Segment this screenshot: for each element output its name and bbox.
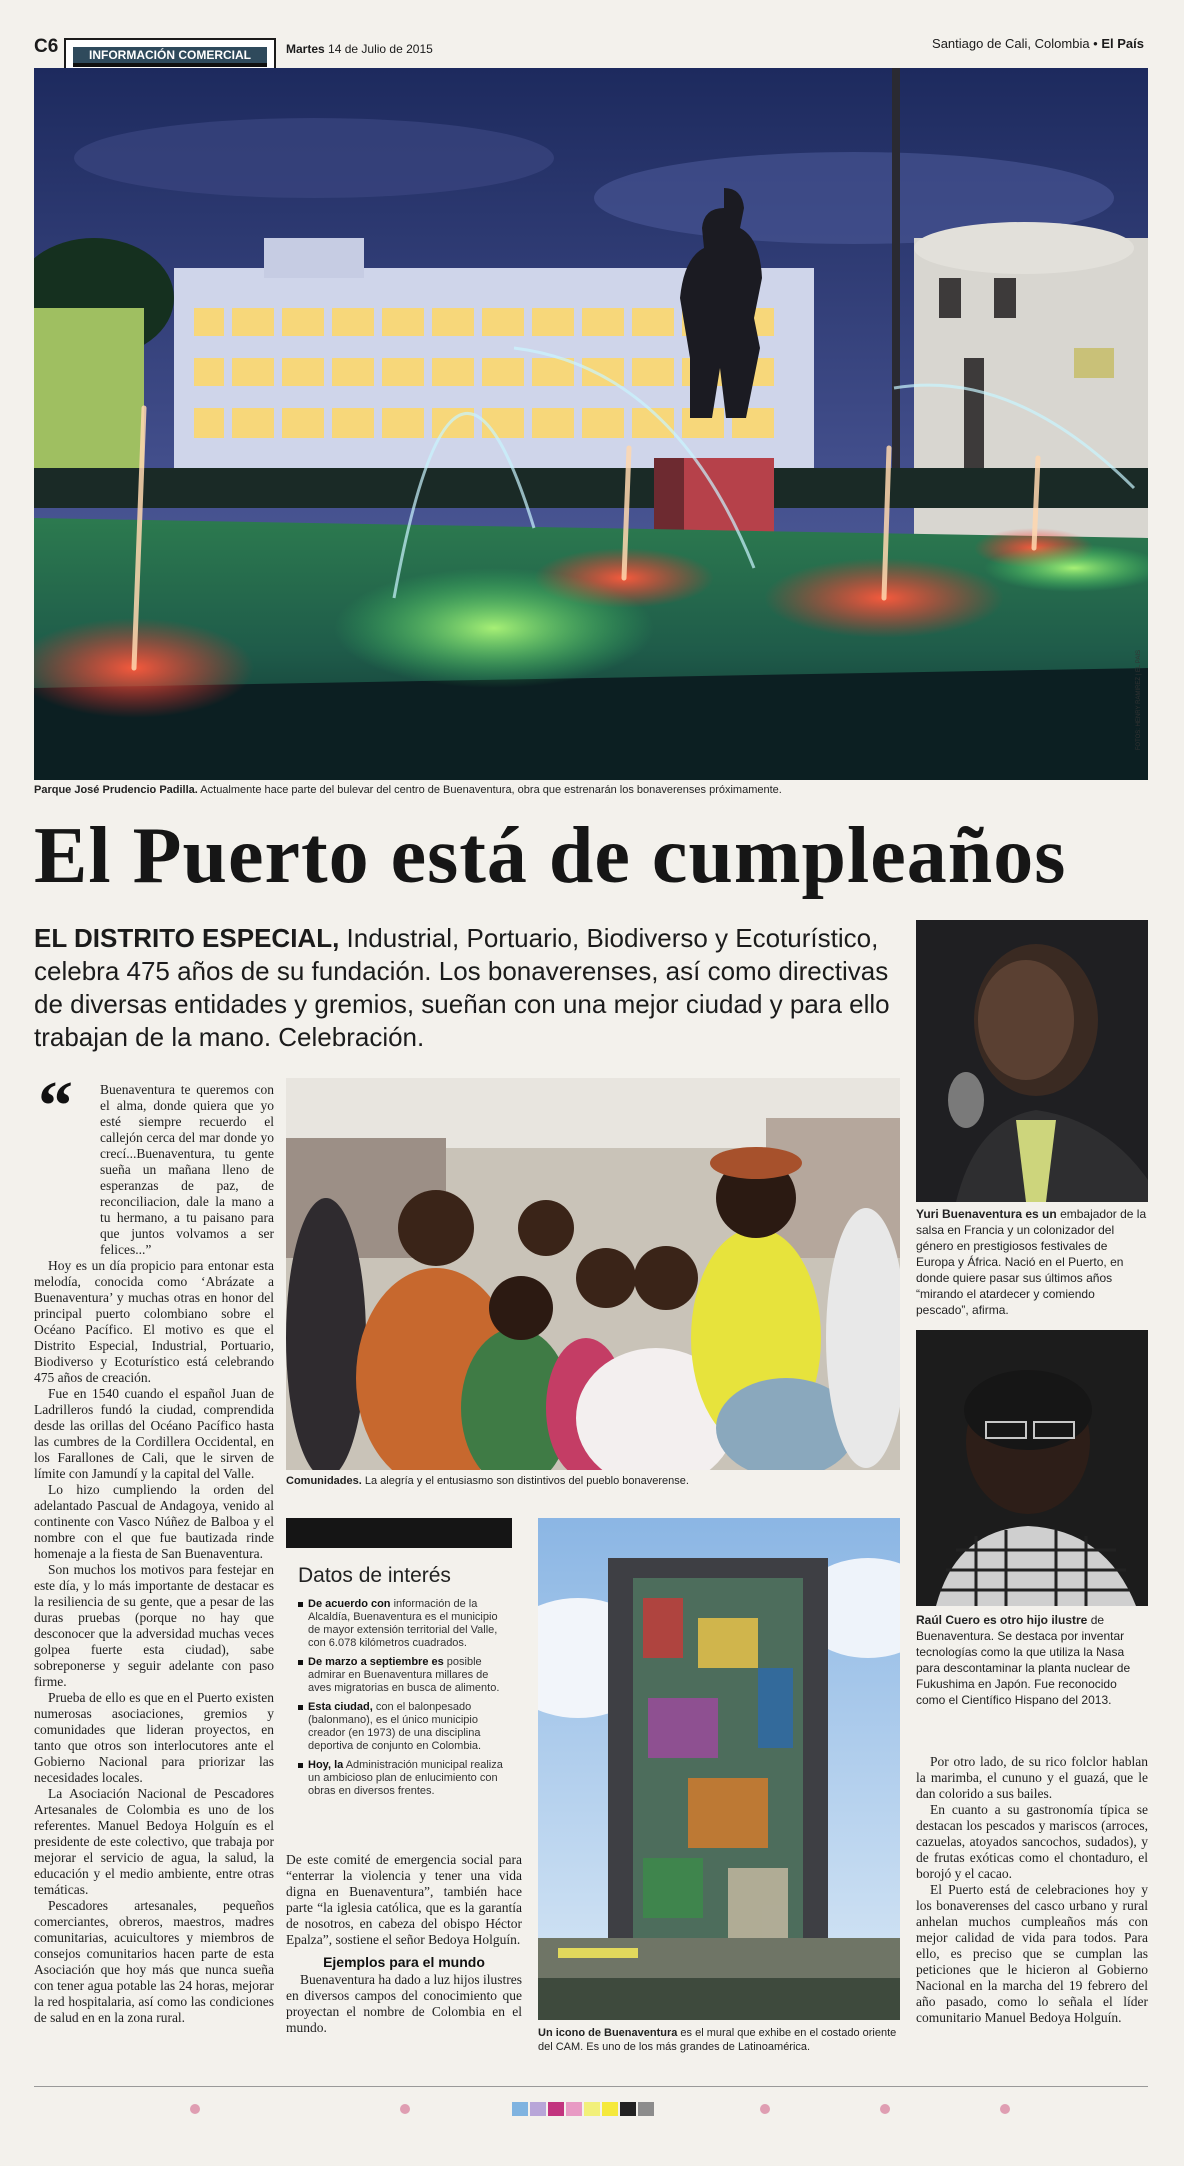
info-item <box>298 1598 512 1650</box>
paragraph: Buenaventura ha dado a luz hijos ilustres en diversos campos del conocimiento que proyectan el nombre de Colombia en el mundo. <box>286 1972 522 2035</box>
yuri-caption-bold: Yuri Buenaventura es un <box>916 1207 1057 1221</box>
deck <box>34 922 904 1054</box>
registration-mark <box>760 2104 770 2114</box>
deck-bold: EL DISTRITO ESPECIAL, <box>34 923 340 953</box>
issue-day: Martes <box>286 42 325 56</box>
body-column-2 <box>286 1852 522 2036</box>
photo-credit: FOTOS: HENRY RAMIREZ | EL PAÍS <box>1136 650 1142 751</box>
registration-mark <box>400 2104 410 2114</box>
raul-photo <box>916 1330 1148 1606</box>
park-fountain-illustration <box>34 68 1148 780</box>
paragraph: Pescadores artesanales, pequeños comerciantes, obreros, maestros, madres comunitarias, acuicultores y miembros de consejos comunitarios hacen parte de esta Asociación que hoy más que nunca sueña con tener agua potable las 24 horas, mejorar la red hospitalaria, así como las condiciones de salud en en la zona rural. <box>34 1898 274 2025</box>
paragraph: Son muchos los motivos para festejar en este día, y lo más importante de destacar es la resiliencia de su gente, que a pesar de las duras pruebas (porque no hay que desconocer que la adversidad muchas veces golpea fuerte esta ciudad), sabe sobreponerse y seguir adelante con paso firme. <box>34 1562 274 1689</box>
body-column-1 <box>34 1082 274 2026</box>
page-number: C6 <box>34 36 59 57</box>
registration-mark <box>190 2104 200 2114</box>
deck-text: Industrial, Portuario, Biodiverso y Ecoturístico, celebra 475 años de su fundación. Los bonaverenses, así como directivas de diversas entidades y gremios, sueñan con una mejor ciudad y para ello trabajan de la mano. Celebración. <box>34 923 890 1052</box>
hero-caption <box>34 784 1148 796</box>
yuri-portrait-illustration <box>916 920 1148 1202</box>
info-item <box>298 1701 512 1753</box>
info-item-bold: De acuerdo con <box>308 1598 391 1610</box>
quote-mark: “ <box>38 1068 73 1145</box>
community-caption-bold: Comunidades. <box>286 1475 362 1487</box>
yuri-caption-text: embajador de la salsa en Francia y un colonizador del género en prestigiosos festivales de Europa y África. Nació en el Puerto, en donde quiere pasar sus últimos años “mirando el atardecer y comiendo pescado”, afirma. <box>916 1207 1147 1317</box>
yuri-caption <box>916 1206 1148 1318</box>
community-group-illustration <box>286 1078 900 1470</box>
raul-portrait-illustration <box>916 1330 1148 1606</box>
info-item-bold: Hoy, la <box>308 1759 344 1771</box>
raul-caption <box>916 1612 1148 1708</box>
info-box <box>286 1518 512 1804</box>
yuri-photo <box>916 920 1148 1202</box>
paragraph: El Puerto está de celebraciones hoy y los bonaverenses del casco urbano y rural anhelan muchos cumpleaños más con mejor calidad de vida para todos. Para ello, es preciso que se cumplan las peticiones que le hicieron al Gobierno Nacional en la marcha del 19 febrero del año pasado, como lo señala el líder comunitario Manuel Bedoya Holguín. <box>916 1882 1148 2025</box>
badge-rule <box>73 63 267 67</box>
color-swatches <box>512 2102 654 2116</box>
paragraph: De este comité de emergencia social para “enterrar la violencia y tener una vida digna en Buenaventura”, también hace parte “la iglesia católica, que es la garantía de nosotros, en cabeza del obispo Héctor Epalza”, sostiene el señor Bedoya Holguín. <box>286 1852 522 1947</box>
color-swatch <box>566 2102 582 2116</box>
info-item <box>298 1656 512 1695</box>
mural-building-illustration <box>538 1518 900 2020</box>
body-column-3 <box>916 1754 1148 2026</box>
issue-date-rest: 14 de Julio de 2015 <box>328 42 433 56</box>
paragraph: La Asociación Nacional de Pescadores Artesanales de Colombia es uno de los referentes. Manuel Bedoya Holguín es el presidente de este colectivo, que trabaja por mejorar el servicio de agua, la salud, la educación y el medio ambiente, entre otras temáticas. <box>34 1786 274 1897</box>
mural-caption-bold: Un icono de Buenaventura <box>538 2027 678 2039</box>
subhead: Ejemplos para el mundo <box>323 1954 485 1970</box>
paragraph: Lo hizo cumpliendo la orden del adelantado Pascual de Andagoya, venido al continente con Vasco Núñez de Balboa y el nombre con el que fue bautizada rinde homenaje a la fiesta de San Buenaventura. <box>34 1482 274 1561</box>
hero-caption-text: Actualmente hace parte del bulevar del centro de Buenaventura, obra que estrenarán los bonaverenses próximamente. <box>200 784 782 796</box>
raul-caption-bold: Raúl Cuero es otro hijo ilustre <box>916 1613 1088 1627</box>
paragraph: Por otro lado, de su rico folclor hablan la marimba, el cununo y el guazá, que le dan colorido a sus bailes. <box>916 1754 1148 1801</box>
info-item-text: Administración municipal realiza un ambicioso plan de enlucimiento con obras en diversos frentes. <box>308 1759 503 1797</box>
color-swatch <box>602 2102 618 2116</box>
registration-mark <box>1000 2104 1010 2114</box>
mural-caption-text: es el mural que exhibe en el costado oriente del CAM. Es uno de los más grandes de Latinoamérica. <box>538 2027 897 2053</box>
mural-caption <box>538 2026 900 2054</box>
paragraph: Prueba de ello es que en el Puerto existen numerosas asociaciones, gremios y comunidades que lideran proyectos, en tanto que otros son interlocutores ante el Gobierno Nacional para priorizar las necesidades locales. <box>34 1690 274 1785</box>
color-swatch <box>584 2102 600 2116</box>
newspaper-name: El País <box>1101 36 1144 51</box>
info-item-text: con el balonpesado (balonmano), es el único municipio creador (en 1973) de una disciplina deportiva de conjunto en Colombia. <box>308 1701 482 1752</box>
hero-photo <box>34 68 1148 780</box>
badge-label: INFORMACIÓN COMERCIAL <box>73 47 267 63</box>
color-swatch <box>548 2102 564 2116</box>
paragraph: En cuanto a su gastronomía típica se destacan los pescados y mariscos (arroces, cazuelas, atoyados sancochos, sudados), y de frutas exóticas como el chontaduro, el borojó y el cacao. <box>916 1802 1148 1881</box>
color-swatch <box>530 2102 546 2116</box>
paragraph: Fue en 1540 cuando el español Juan de Ladrilleros fundó la ciudad, comprendida desde las orillas del Océano Pacífico hasta las cumbres de la Cordillera Occidental, en los Farallones de Cali, que le sirven de límite con Jamundí y la capital del Valle. <box>34 1386 274 1481</box>
info-item <box>298 1759 512 1798</box>
info-item-text: posible admirar en Buenaventura millares de aves migratorias en busca de alimento. <box>308 1656 500 1694</box>
raul-caption-text: de Buenaventura. Se destaca por inventar tecnologías como la que utiliza la Nasa para descontaminar la planta nuclear de Fukushima en Japón. Fue reconocido como el Científico Hispano del 2013. <box>916 1613 1131 1707</box>
masthead-right <box>932 36 1144 51</box>
color-swatch <box>638 2102 654 2116</box>
footer-rule <box>34 2086 1148 2087</box>
community-caption-text: La alegría y el entusiasmo son distintivos del pueblo bonaverense. <box>364 1475 689 1487</box>
info-item-bold: Esta ciudad, <box>308 1701 373 1713</box>
color-swatch <box>512 2102 528 2116</box>
paragraph: Hoy es un día propicio para entonar esta melodía, conocida como ‘Abrázate a Buenaventura’ y muchas otras en honor del principal puerto colombiano sobre el Océano Pacífico. El motivo es que el Distrito Especial, Industrial, Portuario, Biodiverso y Ecoturístico está celebrando 475 años de creación. <box>34 1258 274 1385</box>
community-photo <box>286 1078 900 1470</box>
registration-mark <box>880 2104 890 2114</box>
headline: El Puerto está de cumpleaños <box>34 812 1067 900</box>
issue-date <box>286 42 433 56</box>
info-box-bar <box>286 1518 512 1548</box>
info-item-text: información de la Alcaldía, Buenaventura es el municipio de mayor extensión territorial del Valle, con 6.078 kilómetros cuadrados. <box>308 1598 498 1649</box>
location: Santiago de Cali, Colombia • <box>932 36 1098 51</box>
info-box-list <box>286 1598 512 1798</box>
hero-caption-bold: Parque José Prudencio Padilla. <box>34 784 198 796</box>
color-swatch <box>620 2102 636 2116</box>
paragraph: Buenaventura te queremos con el alma, donde quiera que yo esté siempre recuerdo el callejón cerca del mar donde yo crecí...Buenaventura, tu gente sueña un mañana lleno de esperanzas de paz, de reconciliacion, dale la mano a tu hermano, a tu paisano para que juntos volvamos a ser felices...” <box>100 1082 274 1257</box>
community-caption <box>286 1474 900 1488</box>
mural-photo <box>538 1518 900 2020</box>
info-item-bold: De marzo a septiembre es <box>308 1656 444 1668</box>
info-box-title: Datos de interés <box>298 1564 451 1587</box>
